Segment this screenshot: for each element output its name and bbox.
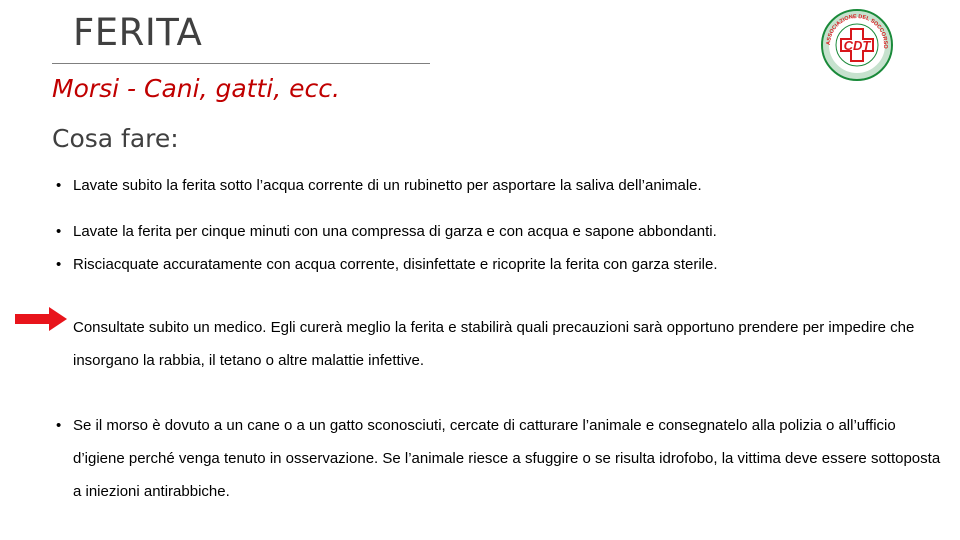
bullet: • [56,223,62,240]
association-logo-icon [820,8,894,82]
list-item-text: Consultate subito un medico. Egli curerà meglio la ferita e stabilirà quali precauzioni sarà opportuno prendere per impedire che insorgano la rabbia, il tetano o altre malattie infettive. [73,319,915,369]
list-item-text: Risciacquate accuratamente con acqua corrente, disinfettate e ricoprite la ferita con garza sterile. [73,256,718,273]
bullet: • [56,177,62,194]
list-item [52,409,942,508]
title-underline [52,63,430,64]
slide-title: FERITA [73,11,203,54]
list-item [52,248,942,281]
list-item-text: Lavate la ferita per cinque minuti con una compressa di garza e con acqua e sapone abbondanti. [73,223,717,240]
bullet: • [56,417,62,434]
section-heading: Cosa fare: [52,124,179,153]
logo-letters: CDT [843,38,871,53]
list-item [52,215,942,248]
list-item-text: Se il morso è dovuto a un cane o a un gatto sconosciuti, cercate di catturare l’animale e consegnatelo alla polizia o all’ufficio d’igiene perché venga tenuto in osservazione. Se l’animale riesce a sfuggire o se risulta idrofobo, la vittima deve essere sottoposta a iniezioni antirabbiche. [73,417,941,500]
logo-ring-text: ASSOCIAZIONE DEL SOCCORSO [825,13,889,49]
list-item [52,169,942,202]
slide-subtitle: Morsi - Cani, gatti, ecc. [52,74,340,103]
bullet: • [56,256,62,273]
list-item-text: Lavate subito la ferita sotto l’acqua corrente di un rubinetto per asportare la saliva dell’animale. [73,177,702,194]
list-item-highlighted [52,311,942,377]
